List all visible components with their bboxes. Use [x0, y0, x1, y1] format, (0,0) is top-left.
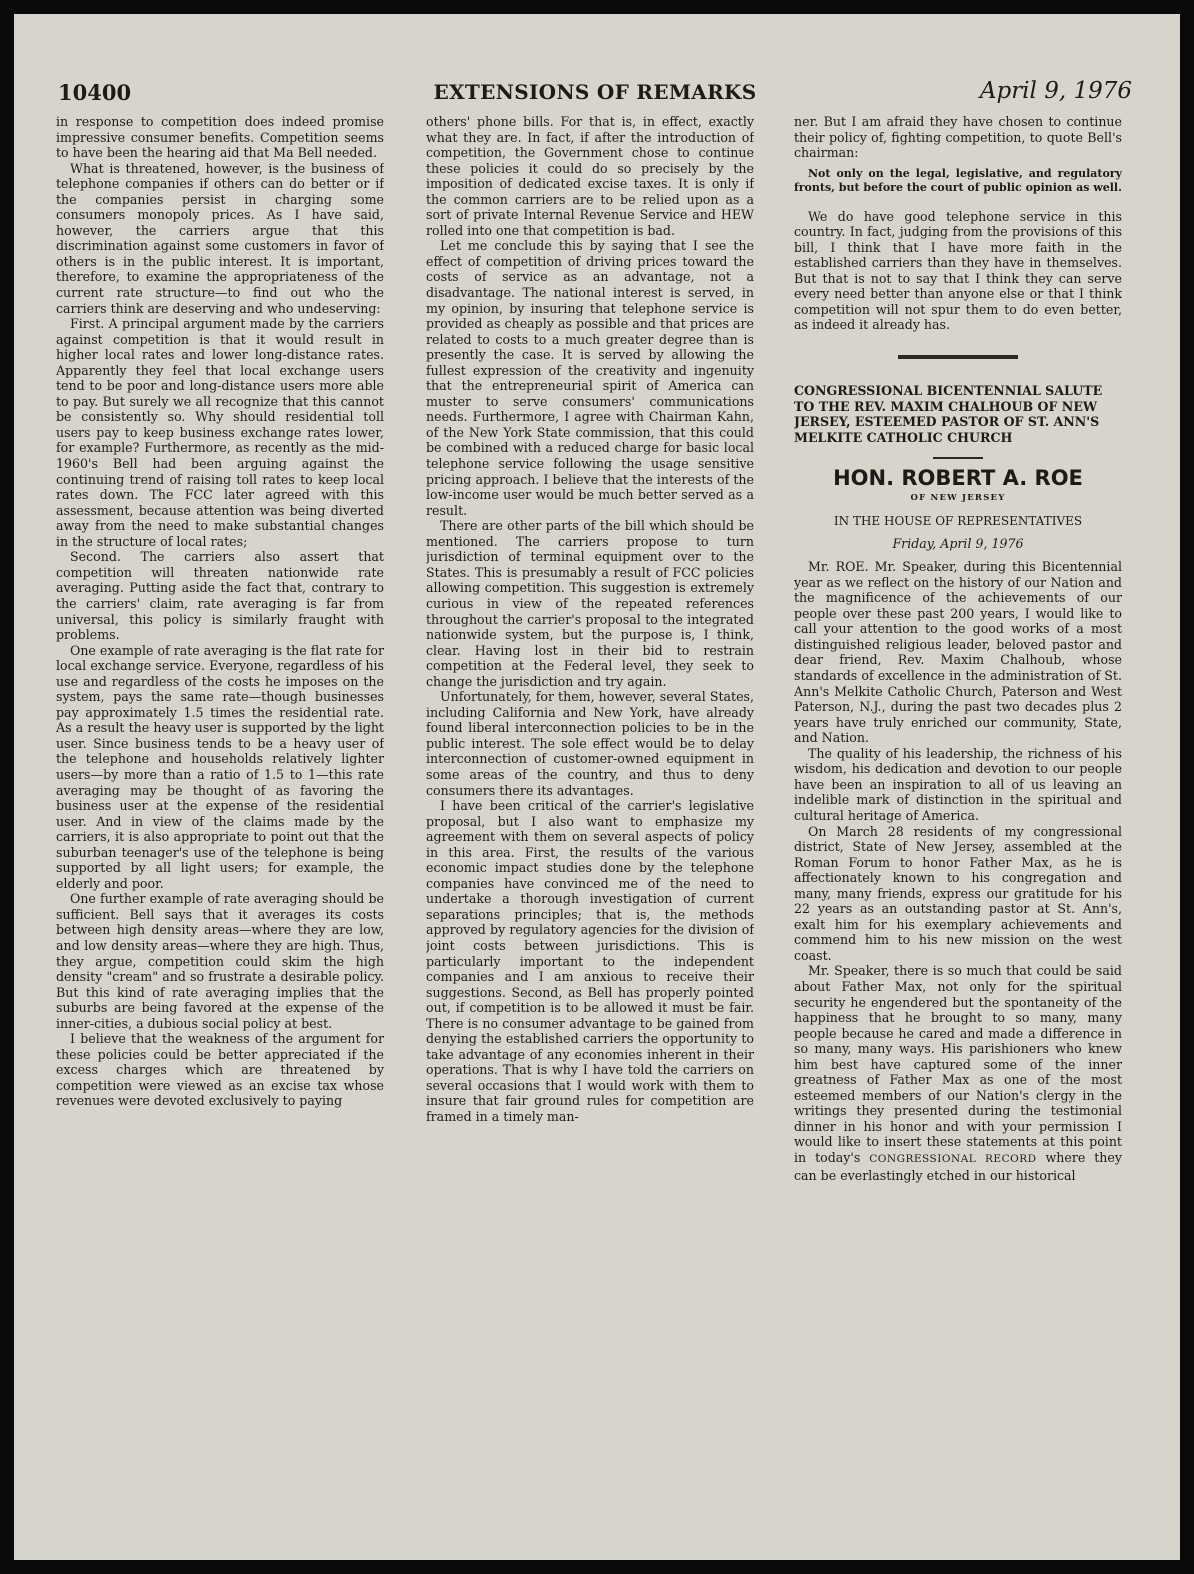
- section-divider: [898, 355, 1018, 359]
- paragraph-text: Mr. Speaker, there is so much that could be said about Father Max, not only for the spiritual security he engendered but the spontaneity of the happiness that he brought to so many, many people because he cared and made a difference in so many, many ways. His parishioners who knew him best have captured some of the inner greatness of Father Max as one of the most esteemed members of our Nation's clergy in the writings they presented during the testimonial dinner in his honor and with your permission I would like to insert these statements at this point in today's: [794, 963, 1122, 1165]
- paragraph: others' phone bills. For that is, in effect, exactly what they are. In fact, if after the introduction of competition, the Government chose to continue these policies it could do so precisely by the imposition of dedicated excise taxes. It is only if the common carriers are to be relied upon as a sort of private Internal Revenue Service and HEW rolled into one that competition is bad.: [426, 114, 754, 238]
- paragraph: On March 28 residents of my congressional district, State of New Jersey, assembled at the Roman Forum to honor Father Max, as he is affectionately known to his congregation and many, many friends, express our gratitude for his 22 years as an outstanding pastor at St. Ann's, exalt him for his exemplary achievements and commend him to his new mission on the west coast.: [794, 823, 1122, 963]
- header-date: April 9, 1976: [979, 78, 1132, 104]
- paragraph: I have been critical of the carrier's legislative proposal, but I also want to emphasize my agreement with them on several aspects of policy in this area. First, the results of the various economic impact studies done by the telephone companies have convinced me of the need to undertake a thorough investigation of current separations principles; that is, the methods approved by regulatory agencies for the division of joint costs between jurisdictions. This is particularly important to the independent companies and I am anxious to receive their suggestions. Second, as Bell has properly pointed out, if competition is to be allowed it must be fair. There is no consumer advantage to be gained from denying the established carriers the opportunity to take advantage of any economies inherent in their operations. That is why I have told the carriers on several occasions that I would work with them to insure that fair ground rules for competition are framed in a timely man-: [426, 798, 754, 1124]
- block-quote: Not only on the legal, legislative, and regulatory fronts, but before the court of public opinion as well.: [794, 166, 1122, 194]
- session-date: Friday, April 9, 1976: [892, 535, 1024, 551]
- running-header: [58, 80, 1132, 114]
- speaker-state: OF NEW JERSEY: [910, 492, 1006, 503]
- paragraph: I believe that the weakness of the argument for these policies could be better appreciated if the excess charges which are threatened by competition were viewed as an excise tax whose revenues were devoted exclusively to paying: [56, 1031, 384, 1109]
- record-name: CONGRESSIONAL RECORD: [869, 1152, 1037, 1165]
- paragraph: Unfortunately, for them, however, several States, including California and New York, have already found liberal interconnection policies to be in the public interest. The sole effect would be to delay interconnection of customer-owned equipment in some areas of the country, and thus to deny consumers there its advantages.: [426, 689, 754, 798]
- paragraph: in response to competition does indeed promise impressive consumer benefits. Competition seems to have been the hearing aid that Ma Bell needed.: [56, 114, 384, 161]
- paragraph: First. A principal argument made by the carriers against competition is that it would result in higher local rates and lower long-distance rates. Apparently they feel that local exchange users tend to be poor and long-distance users more able to pay. But surely we all recognize that this cannot be consistently so. Why should residential toll users pay to keep business exchange rates lower, for example? Furthermore, as recently as the mid-1960's Bell had been arguing against the continuing trend of raising toll rates to keep local rates down. The FCC later agreed with this assessment, because attention was being diverted away from the need to make substantial changes in the structure of local rates;: [56, 316, 384, 549]
- paragraph: [794, 963, 1122, 1183]
- paragraph: One further example of rate averaging should be sufficient. Bell says that it averages its costs between high density areas—where they are low, and low density areas—where they are high. Thus, they argue, competition could skim the high density "cream" and so frustrate a desirable policy. But this kind of rate averaging implies that the suburbs are being favored at the expense of the inner-cities, a dubious social policy at best.: [56, 891, 384, 1031]
- paragraph: ner. But I am afraid they have chosen to continue their policy of, fighting competition, to quote Bell's chairman:: [794, 114, 1122, 161]
- paragraph: We do have good telephone service in this country. In fact, judging from the provisions of this bill, I think that I have more faith in the established carriers than they have in themselves. But that is not to say that I think they can serve every need better than anyone else or that I think competition will not spur them to do even better, as indeed it already has.: [794, 208, 1122, 333]
- section-header-title: EXTENSIONS OF REMARKS: [433, 80, 757, 104]
- paragraph: Let me conclude this by saying that I see the effect of competition of driving prices toward the costs of service as an advantage, not a disadvantage. The national interest is served, in my opinion, by insuring that telephone service is provided as cheaply as possible and that prices are related to costs to a much greater degree than is presently the case. It is served by allowing the fullest expression of the creativity and ingenuity that the entrepreneurial spirit of America can muster to serve consumers' communications needs. Furthermore, I agree with Chairman Kahn, of the New York State commission, that this could be combined with a reduced charge for basic local telephone service following the usage sensitive pricing approach. I believe that the interests of the low-income user would be much better served as a result.: [426, 238, 754, 518]
- paragraph: What is threatened, however, is the business of telephone companies if others can do better or if the companies persist in charging some consumers monopoly prices. As I have said, however, the carriers argue that this discrimination against some customers in favor of others is in the public interest. It is important, therefore, to examine the appropriateness of the current rate structure—to find out who the carriers think are deserving and who undeserving:: [56, 160, 384, 316]
- title-divider: [933, 457, 983, 459]
- page-number: 10400: [58, 80, 132, 105]
- page: [14, 14, 1180, 1560]
- paragraph: Mr. ROE. Mr. Speaker, during this Bicentennial year as we reflect on the history of our Nation and the magnificence of the achievements of our people over these past 200 years, I would like to call your attention to the good works of a most distinguished religious leader, beloved pastor and dear friend, Rev. Maxim Chalhoub, whose standards of excellence in the administration of St. Ann's Melkite Catholic Church, Paterson and West Paterson, N.J., during the past two decades plus 2 years have truly enriched our community, State, and Nation.: [794, 559, 1122, 746]
- paragraph: One example of rate averaging is the flat rate for local exchange service. Everyone, regardless of his use and regardless of the costs he imposes on the system, pays the same rate—though businesses pay approximately 1.5 times the residential rate. As a result the heavy user is supported by the light user. Since business tends to be a heavy user of the telephone and households relatively lighter users—by more than a ratio of 1.5 to 1—this rate averaging may be thought of as favoring the business user at the expense of the residential user. And in view of the claims made by the carriers, it is also appropriate to point out that the suburban teenager's use of the telephone is being supported by all light users; for example, the elderly and poor.: [56, 642, 384, 891]
- paragraph: The quality of his leadership, the richness of his wisdom, his dedication and devotion to our people have been an inspiration to all of us leaving an indelible mark of distinction in the spiritual and cultural heritage of America.: [794, 745, 1122, 823]
- column-2: [426, 114, 754, 1454]
- paragraph-text: where they can be everlastingly etched in our historical: [794, 1149, 1122, 1183]
- paragraph: Second. The carriers also assert that competition will threaten nationwide rate averaging. Putting aside the fact that, contrary to the carriers' claim, rate averaging is far from universal, this policy is similarly fraught with problems.: [56, 549, 384, 643]
- column-3: [794, 114, 1122, 1454]
- speaker-name: HON. ROBERT A. ROE: [833, 466, 1083, 491]
- section-title: CONGRESSIONAL BICENTENNIAL SALUTE TO THE REV. MAXIM CHALHOUB OF NEW JERSEY, ESTEEMED PASTOR OF ST. ANN'S MELKITE CATHOLIC CHURCH: [794, 383, 1103, 445]
- column-1: [56, 114, 384, 1454]
- house-line: IN THE HOUSE OF REPRESENTATIVES: [833, 514, 1083, 529]
- paragraph: There are other parts of the bill which should be mentioned. The carriers propose to turn jurisdiction of terminal equipment over to the States. This is presumably a result of FCC policies allowing competition. This suggestion is extremely curious in view of the repeated references throughout the carrier's proposal to the integrated nationwide system, but the purpose is, I think, clear. Having lost in their bid to restrain competition at the Federal level, they seek to change the jurisdiction and try again.: [426, 518, 754, 689]
